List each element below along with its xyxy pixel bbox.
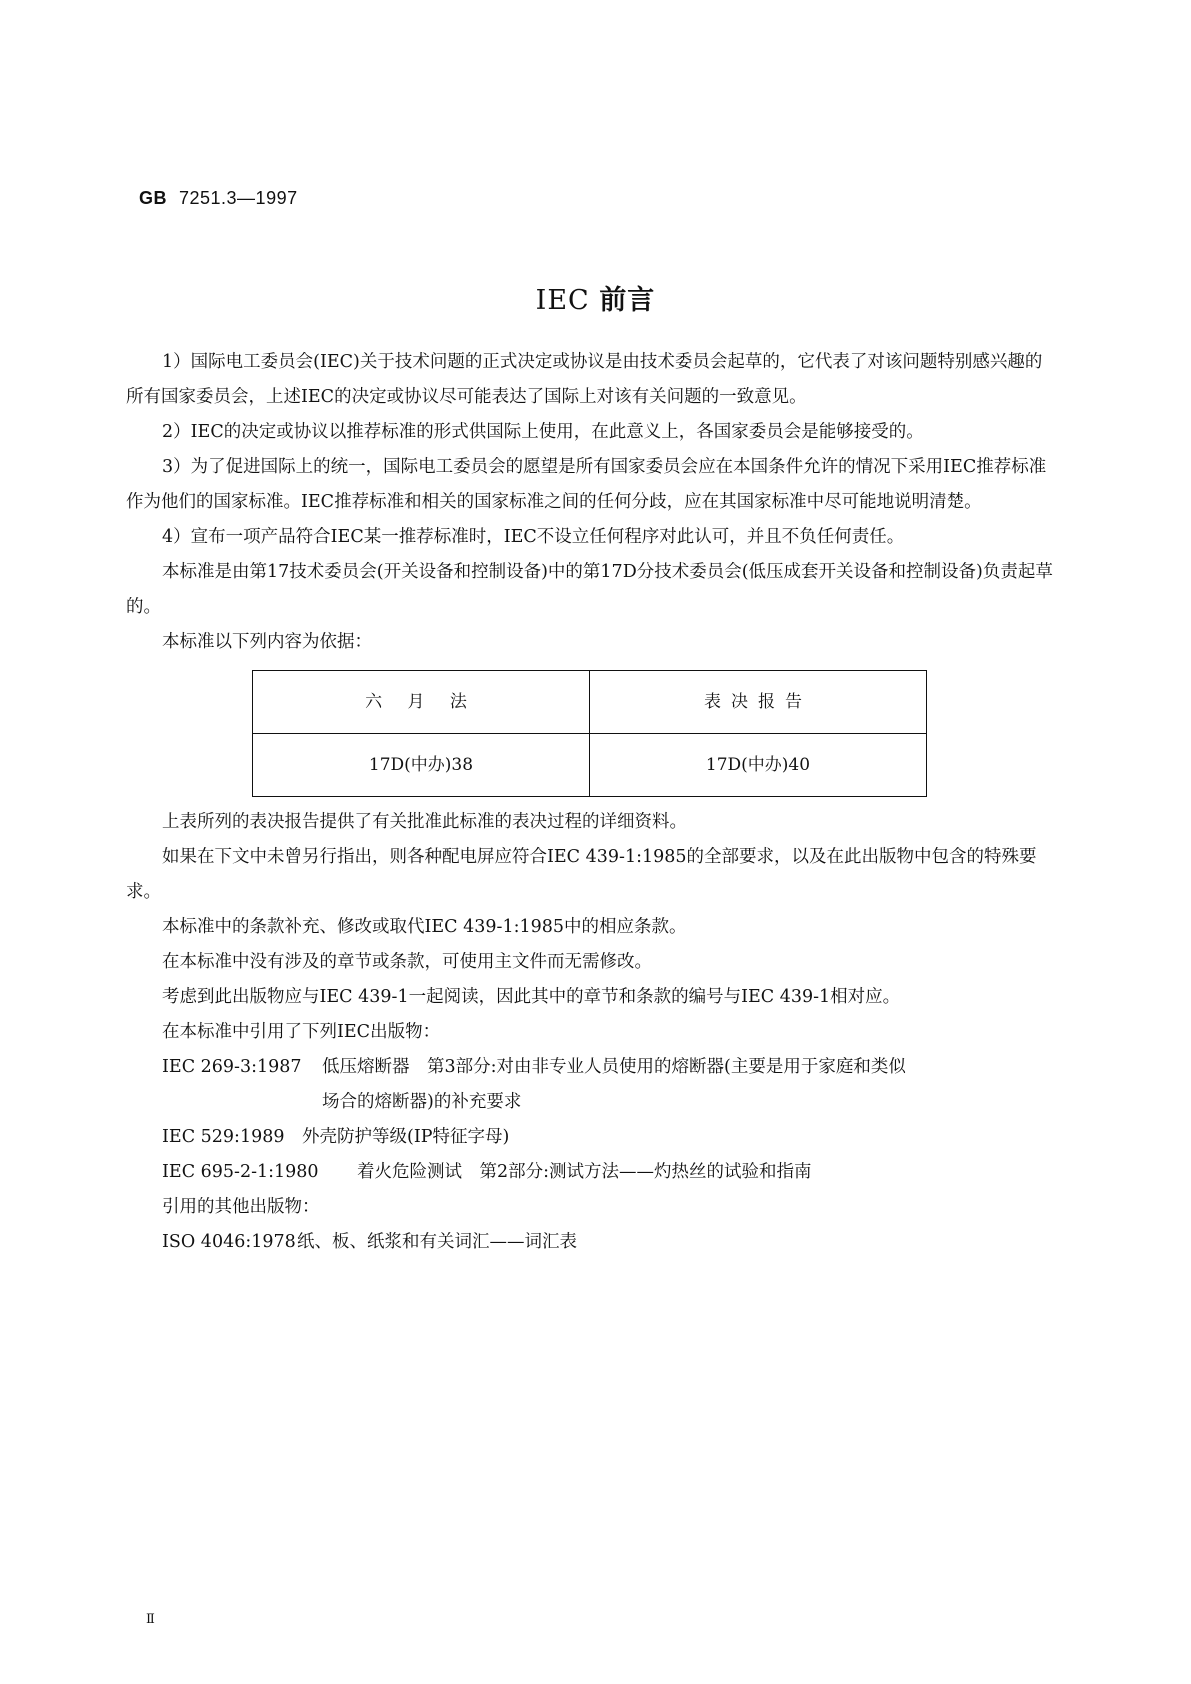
after-paragraph-2: 如果在下文中未曾另行指出，则各种配电屏应符合IEC 439-1:1985的全部要求，以及在此出版物中包含的特殊要求。	[126, 847, 1037, 902]
basis-table-wrapper	[252, 670, 1056, 797]
reference-item	[126, 1050, 1056, 1120]
paragraph-4: 4）宣布一项产品符合IEC某一推荐标准时，IEC不设立任何程序对此认可，并且不负任何责任。	[162, 527, 905, 547]
reference-code: IEC 529:1989	[162, 1127, 285, 1147]
gb-label: GB	[139, 188, 167, 208]
title-chinese: 前言	[599, 285, 656, 316]
page-number: Ⅱ	[146, 1612, 155, 1627]
reference-text: 外壳防护等级(IP特征字母)	[302, 1127, 510, 1147]
reference-text: 纸、板、纸浆和有关词汇——词汇表	[297, 1232, 577, 1252]
standard-number: 7251.3—1997	[179, 188, 298, 208]
other-publications-label: 引用的其他出版物：	[162, 1197, 320, 1217]
paragraph-3: 3）为了促进国际上的统一，国际电工委员会的愿望是所有国家委员会应在本国条件允许的情况下采用IEC推荐标准作为他们的国家标准。IEC推荐标准和相关的国家标准之间的任何分歧，应在其国家标准中尽可能地说明清楚。	[126, 457, 1047, 512]
reference-item	[126, 1155, 1056, 1190]
table-header-row	[253, 671, 927, 734]
reference-code: IEC 269-3:1987	[162, 1057, 302, 1077]
after-paragraph-1: 上表所列的表决报告提供了有关批准此标准的表决过程的详细资料。	[162, 812, 687, 832]
after-paragraph-5: 考虑到此出版物应与IEC 439-1一起阅读，因此其中的章节和条款的编号与IEC 439-1相对应。	[162, 987, 901, 1007]
page-title	[0, 278, 1191, 317]
document-body	[126, 345, 1056, 1260]
table-row	[253, 734, 927, 797]
table-header-cell: 表决报告	[590, 671, 927, 734]
reference-item	[126, 1120, 1056, 1155]
paragraph-6: 本标准以下列内容为依据：	[162, 632, 372, 652]
paragraph-5: 本标准是由第17技术委员会(开关设备和控制设备)中的第17D分技术委员会(低压成套开关设备和控制设备)负责起草的。	[126, 562, 1053, 617]
table-cell: 17D(中办)38	[253, 734, 590, 797]
reference-code: ISO 4046:1978	[162, 1232, 296, 1252]
reference-text: 低压熔断器 第3部分:对由非专业人员使用的熔断器(主要是用于家庭和类似	[322, 1057, 906, 1077]
paragraph-2: 2）IEC的决定或协议以推荐标准的形式供国际上使用，在此意义上，各国家委员会是能够接受的。	[162, 422, 924, 442]
title-latin: IEC	[535, 285, 590, 316]
after-paragraph-6: 在本标准中引用了下列IEC出版物：	[162, 1022, 441, 1042]
reference-text: 着火危险测试 第2部分:测试方法——灼热丝的试验和指南	[357, 1162, 812, 1182]
reference-code: IEC 695-2-1:1980	[162, 1162, 319, 1182]
document-header	[139, 188, 298, 209]
after-paragraph-4: 在本标准中没有涉及的章节或条款，可使用主文件而无需修改。	[162, 952, 652, 972]
after-paragraph-3: 本标准中的条款补充、修改或取代IEC 439-1:1985中的相应条款。	[162, 917, 687, 937]
reference-text-continued: 场合的熔断器)的补充要求	[322, 1092, 522, 1112]
basis-table	[252, 670, 927, 797]
table-cell: 17D(中办)40	[590, 734, 927, 797]
reference-item	[126, 1225, 1056, 1260]
table-header-cell: 六 月 法	[253, 671, 590, 734]
paragraph-1: 1）国际电工委员会(IEC)关于技术问题的正式决定或协议是由技术委员会起草的，它代表了对该问题特别感兴趣的所有国家委员会，上述IEC的决定或协议尽可能表达了国际上对该有关问题的一致意见。	[126, 352, 1043, 407]
